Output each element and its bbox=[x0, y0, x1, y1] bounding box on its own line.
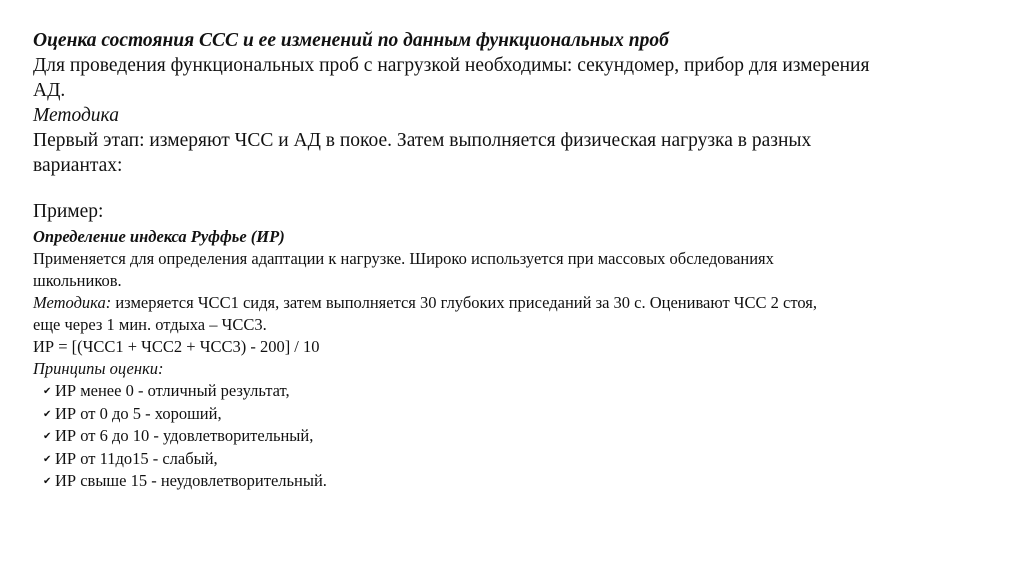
slide-content bbox=[33, 28, 993, 493]
list-item bbox=[33, 470, 993, 493]
ruffier-usage-line-1: Применяется для определения адаптации к нагрузке. Широко используется при массовых обследованиях bbox=[33, 249, 774, 268]
example-label: Пример: bbox=[33, 201, 104, 222]
list-item bbox=[33, 425, 993, 448]
checkmark-icon: ✔ bbox=[43, 453, 52, 465]
principles-list bbox=[33, 380, 993, 493]
principles-heading: Принципы оценки: bbox=[33, 359, 164, 378]
ruffier-formula: ИР = [(ЧСС1 + ЧСС2 + ЧСС3) - 200] / 10 bbox=[33, 337, 320, 356]
ruffier-usage-line-2: школьников. bbox=[33, 271, 122, 290]
first-stage-line-1: Первый этап: измеряют ЧСС и АД в покое. Затем выполняется физическая нагрузка в разных bbox=[33, 130, 812, 151]
principle-text: ИР от 6 до 10 - удовлетворительный, bbox=[55, 426, 314, 445]
ruffier-method bbox=[33, 292, 993, 314]
list-item bbox=[33, 448, 993, 471]
intro-line-2: АД. bbox=[33, 80, 66, 101]
intro-line-1: Для проведения функциональных проб с нагрузкой необходимы: секундомер, прибор для измерения bbox=[33, 55, 870, 76]
ruffier-method-text: измеряется ЧСС1 сидя, затем выполняется 30 глубоких приседаний за 30 с. Оценивают ЧСС 2 стоя, bbox=[111, 293, 818, 312]
list-item bbox=[33, 380, 993, 403]
slide-title: Оценка состояния ССС и ее изменений по данным функциональных проб bbox=[33, 30, 669, 51]
principle-text: ИР от 0 до 5 - хороший, bbox=[55, 403, 222, 423]
checkmark-icon: ✔ bbox=[43, 431, 52, 442]
checkmark-icon: ✔ bbox=[43, 476, 52, 487]
ruffier-heading: Определение индекса Руффье (ИР) bbox=[33, 227, 285, 246]
checkmark-icon: ✔ bbox=[43, 408, 52, 420]
ruffier-method-label: Методика: bbox=[33, 293, 112, 312]
method-heading: Методика bbox=[33, 105, 119, 126]
spacer bbox=[33, 178, 993, 199]
first-stage-line-2: вариантах: bbox=[33, 155, 123, 176]
principle-text: ИР менее 0 - отличный результат, bbox=[55, 381, 290, 400]
checkmark-icon: ✔ bbox=[43, 386, 52, 397]
principle-text: ИР от 11до15 - слабый, bbox=[55, 448, 218, 468]
ruffier-method-line-2: еще через 1 мин. отдыха – ЧСС3. bbox=[33, 315, 267, 334]
principle-text: ИР свыше 15 - неудовлетворительный. bbox=[55, 471, 327, 490]
list-item bbox=[33, 403, 993, 426]
